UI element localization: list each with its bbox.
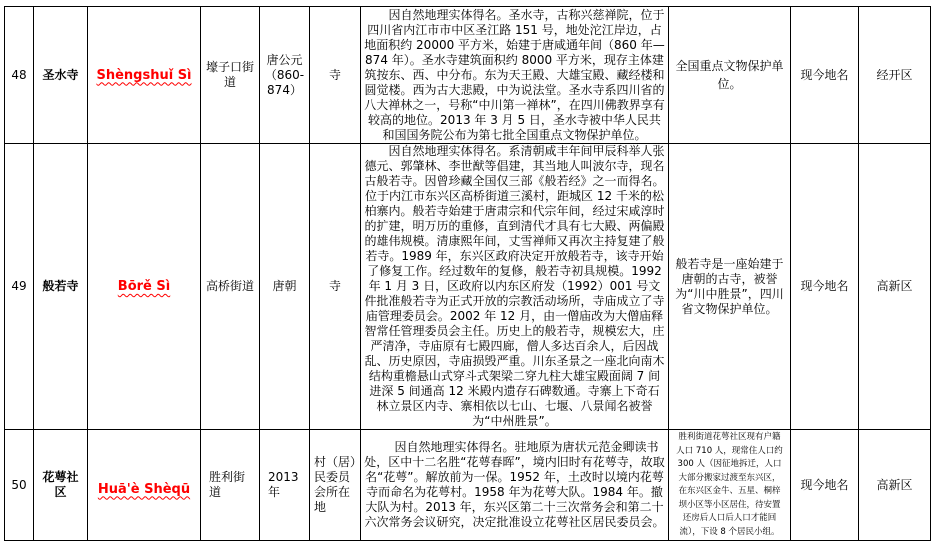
period: 唐朝 [260,144,310,430]
table-row [5,144,931,430]
category: 寺 [310,144,361,430]
table-row [5,7,931,144]
place-name: 花萼社区 [34,430,88,541]
place-name: 圣水寺 [34,7,88,144]
status: 现今地名 [791,144,859,430]
pinyin-cell [88,7,201,144]
status: 现今地名 [791,430,859,541]
category: 寺 [310,7,361,144]
table-row [5,430,931,541]
pinyin-cell [88,144,201,430]
description-text: 因自然地理实体得名。驻地原为唐状元范金卿读书处，区中十二名胜“花萼春晖”，境内旧时有花萼寺，故取名“花萼”。解放前为一保。1952 年，土改时以境内花萼寺而命名为花萼村。1958 年为花萼大队。1984 年。撤大队为村。2013 年，东兴区第二十三次常务会和第二十六次常务会议研究，决定批准设立花萼社区居民委员会。 [364,440,665,529]
place-name: 般若寺 [34,144,88,430]
pinyin-text: Bōrě Sì [117,279,171,294]
period: 2013 年 [260,430,310,541]
row-index: 50 [5,430,34,541]
row-index: 48 [5,7,34,144]
pinyin-text: Shèngshuǐ Sì [96,67,192,83]
description-text: 因自然地理实体得名。系清朝咸丰年间甲辰科举人张德元、郭肇林、李世猷等倡建，其当地人叫波尔寺，现名古般若寺。因曾珍藏全国仅三部《般若经》之一而得名。位于内江市东兴区高桥街道三溪村，距城区 12 千米的松柏寨内。般若寺始建于唐肃宗和代宗年间，经过宋咸淳时的扩建，明万历的重修，直到清代才具有七大殿、两偏殿的雄伟规模。清康熙年间，丈雪禅师又再次主持复建了般若寺。1989 年，东兴区政府决定开放般若寺，该寺开始了修复工作。经过数年的复修，般若寺初具规模。1992 年 1 月 3 日，区政府以内东区府发（1992）001 号文件批准般若寺为正式开放的宗教活动场所，寺庙成立了寺庙管理委员会。2002 年 12 月，由一僧庙改为大僧庙释智常任管理委员会主任。历史上的般若寺，规模宏大，庄严清净，寺庙原有七殿四廊，僧人多达百余人，后因战乱、历史原因，寺庙损毁严重。川东圣景之一座北向南木结构重檐悬山式穿斗式架梁二穿九柱大雄宝殿面阔 7 间进深 5 间通高 12 米殿内遗存石碑数通。寺寨上下奇石林立景区内寺、寨相依以七山、七堰、八景闻名被誉为“中州胜景”。 [364,144,665,428]
note: 般若寺是一座始建于唐朝的古寺，被誉为“川中胜景”，四川省文物保护单位。 [669,144,791,430]
location: 胜利街道 [201,430,260,541]
district: 高新区 [859,144,931,430]
description-cell [361,7,669,144]
row-index: 49 [5,144,34,430]
description-text: 因自然地理实体得名。圣水寺，古称兴慈禅院，位于四川省内江市市中区圣江路 151 号，地处沱江岸边，占地面积约 20000 平方米，始建于唐咸通年间（860 年—874 年）。圣水寺建筑面积约 8000 平方米，现存主体建筑按东、西、中分布。东为天王殿、大雄宝殿、藏经楼和圆觉楼。西为古大悲殿，中为说法堂。圣水寺系四川省的八大禅林之一，号称“中川第一禅林”，在四川佛教界享有较高的地位。2013 年 3 月 5 日，圣水寺被中华人民共和国国务院公布为第七批全国重点文物保护单位。 [364,7,665,142]
pinyin-cell [88,430,201,541]
district: 高新区 [859,430,931,541]
note: 全国重点文物保护单位。 [669,7,791,144]
note: 胜利街道花萼社区现有户籍人口 710 人，现常住人口约 300 人（因征地拆迁，人口大部分搬家过渡至东兴区，在东兴区金牛、五星、桐梓坝小区等小区居住，待安置还房后人口后人口才能回流），下设 8 个居民小组。 [669,430,791,541]
status: 现今地名 [791,7,859,144]
place-name-table [4,6,931,541]
description-cell [361,430,669,541]
description-cell [361,144,669,430]
location: 壕子口街道 [201,7,260,144]
pinyin-text: Huā'è Shèqū [97,481,191,497]
period: 唐公元（860-874） [260,7,310,144]
category: 村（居）民委员会所在地 [310,430,361,541]
district: 经开区 [859,7,931,144]
location: 高桥街道 [201,144,260,430]
